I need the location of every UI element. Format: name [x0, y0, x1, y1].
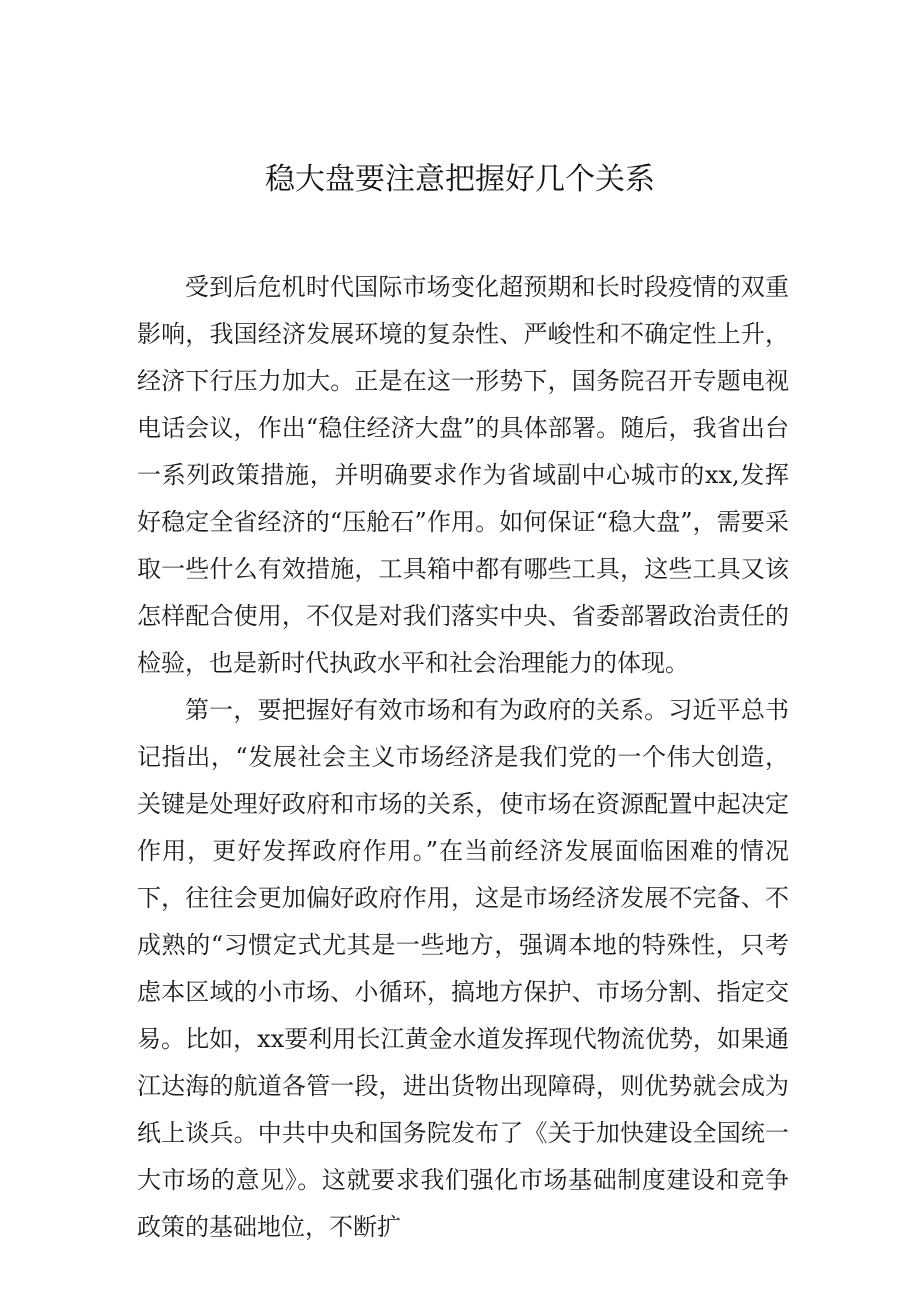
paragraph-intro: 受到后危机时代国际市场变化超预期和长时段疫情的双重影响，我国经济发展环境的复杂性、严峻性和不确定性上升，经济下行压力加大。正是在这一形势下，国务院召开专题电视电话会议，作出“稳住经济大盘”的具体部署。随后，我省出台一系列政策措施，并明确要求作为省域副中心城市的xx,发挥好稳定全省经济的“压舱石”作用。如何保证“稳大盘”，需要采取一些什么有效措施，工具箱中都有哪些工具，这些工具又该怎样配合使用，不仅是对我们落实中央、省委部署政治责任的检验，也是新时代执政水平和社会治理能力的体现。: [137, 273, 789, 677]
document-body: [137, 264, 789, 1251]
paragraph-first-point: 第一，要把握好有效市场和有为政府的关系。习近平总书记指出，“发展社会主义市场经济是我们党的一个伟大创造，关键是处理好政府和市场的关系，使市场在资源配置中起决定作用，更好发挥政府作用。”在当前经济发展面临困难的情况下，往往会更加偏好政府作用，这是市场经济发展不完备、不成熟的“习惯定式尤其是一些地方，强调本地的特殊性，只考虑本区域的小市场、小循环，搞地方保护、市场分割、指定交易。比如，xx要利用长江黄金水道发挥现代物流优势，如果通江达海的航道各管一段，进出货物出现障碍，则优势就会成为纸上谈兵。中共中央和国务院发布了《关于加快建设全国统一大市场的意见》。这就要求我们强化市场基础制度建设和竞争政策的基础地位，不断扩: [137, 696, 789, 1241]
page-title: 稳大盘要注意把握好几个关系: [265, 162, 655, 197]
